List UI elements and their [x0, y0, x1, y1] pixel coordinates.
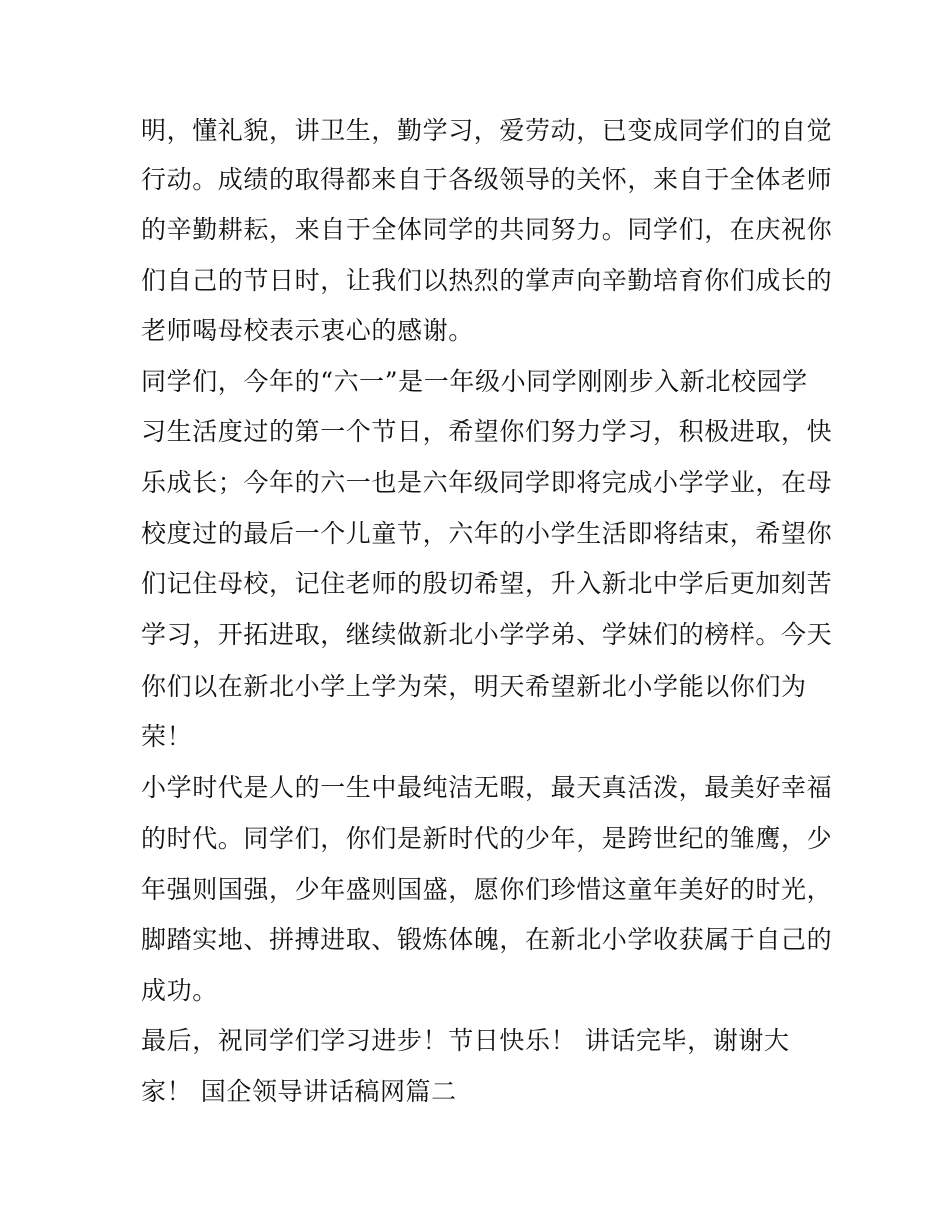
text-line: 乐成长；今年的六一也是六年级同学即将完成小学学业，在母 [141, 468, 833, 497]
text-line: 小学时代是人的一生中最纯洁无暇，最天真活泼，最美好幸福 [141, 773, 833, 802]
text-line: 明，懂礼貌，讲卫生，勤学习，爱劳动，已变成同学们的自觉 [141, 116, 833, 145]
text-line: 学习，开拓进取，继续做新北小学学弟、学妹们的榜样。今天 [141, 620, 833, 649]
text-line: 最后，祝同学们学习进步！节日快乐！ 讲话完毕，谢谢大 [141, 1026, 790, 1055]
text-line: 同学们，今年的“六一”是一年级小同学刚刚步入新北校园学 [141, 367, 808, 396]
text-line: 年强则国强，少年盛则国盛，愿你们珍惜这童年美好的时光， [141, 875, 833, 904]
text-line: 们记住母校，记住老师的殷切希望，升入新北中学后更加刻苦 [141, 569, 833, 598]
text-line: 们自己的节日时，让我们以热烈的掌声向辛勤培育你们成长的 [141, 266, 833, 295]
text-line: 老师喝母校表示衷心的感谢。 [141, 316, 474, 345]
text-line: 的辛勤耕耘，来自于全体同学的共同努力。同学们，在庆祝你 [141, 215, 833, 244]
text-line: 脚踏实地、拼搏进取、锻炼体魄，在新北小学收获属于自己的 [141, 925, 833, 954]
text-line: 成功。 [141, 976, 218, 1005]
text-line: 荣！ [141, 722, 193, 751]
text-line: 习生活度过的第一个节日，希望你们努力学习，积极进取，快 [141, 417, 833, 446]
text-line: 校度过的最后一个儿童节，六年的小学生活即将结束，希望你 [141, 519, 833, 548]
text-line: 行动。成绩的取得都来自于各级领导的关怀，来自于全体老师 [141, 165, 833, 194]
text-line: 你们以在新北小学上学为荣，明天希望新北小学能以你们为 [141, 672, 807, 701]
text-line: 的时代。同学们，你们是新时代的少年，是跨世纪的雏鹰，少 [141, 824, 833, 853]
text-line: 家！ 国企领导讲话稿网篇二 [141, 1077, 457, 1106]
